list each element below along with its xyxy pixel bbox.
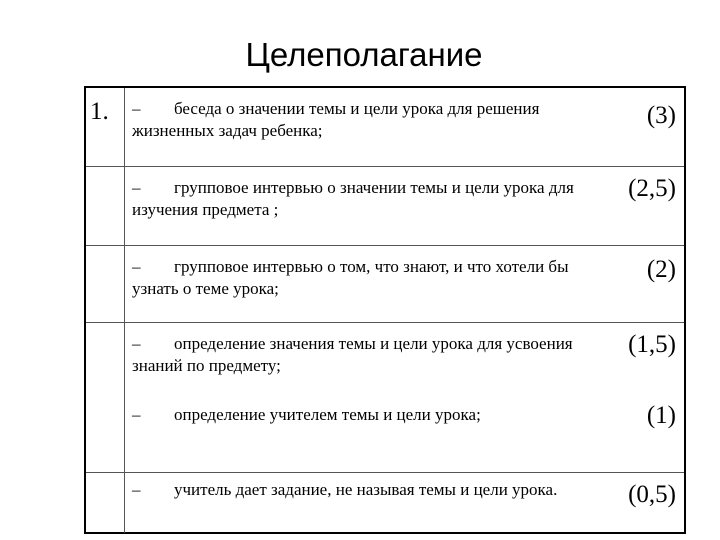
table-row <box>86 166 684 246</box>
dash-bullet: – <box>132 480 141 499</box>
row-score: (0,5) <box>628 481 676 508</box>
dash-bullet: – <box>132 405 141 424</box>
dash-bullet: – <box>132 334 141 353</box>
column-divider <box>124 88 125 166</box>
slide-title: Целеполагание <box>245 36 483 73</box>
dash-bullet: – <box>132 99 141 118</box>
column-divider <box>124 167 125 246</box>
column-divider <box>124 473 125 533</box>
table-row <box>86 322 684 395</box>
row-description <box>132 98 582 142</box>
row-description <box>132 404 582 426</box>
row-text: беседа о значении темы и цели урока для решения жизненных задач ребенка; <box>132 99 540 140</box>
row-description <box>132 256 582 300</box>
table-row <box>86 88 684 166</box>
row-number: 1. <box>90 98 109 125</box>
row-text: групповое интервью о том, что знают, и что хотели бы узнать о теме урока; <box>132 257 569 298</box>
row-score: (3) <box>646 102 676 129</box>
row-text: определение учителем темы и цели урока; <box>174 405 481 424</box>
dash-bullet: – <box>132 178 141 197</box>
row-score: (2,5) <box>628 175 676 202</box>
row-text: групповое интервью о значении темы и цели урока для изучения предмета ; <box>132 178 574 219</box>
row-description <box>132 177 582 221</box>
table-row <box>86 245 684 323</box>
row-score: (1) <box>646 402 676 429</box>
row-description <box>132 479 582 501</box>
row-text: определение значения темы и цели урока для усвоения знаний по предмету; <box>132 334 573 375</box>
row-text: учитель дает задание, не называя темы и цели урока. <box>174 480 558 499</box>
column-divider <box>124 323 125 395</box>
table-row <box>86 394 684 472</box>
column-divider <box>124 394 125 472</box>
row-description <box>132 333 582 377</box>
row-score: (1,5) <box>628 331 676 358</box>
column-divider <box>124 246 125 323</box>
table-row <box>86 472 684 533</box>
row-score: (2) <box>646 256 676 283</box>
goal-setting-table <box>84 86 686 534</box>
dash-bullet: – <box>132 257 141 276</box>
